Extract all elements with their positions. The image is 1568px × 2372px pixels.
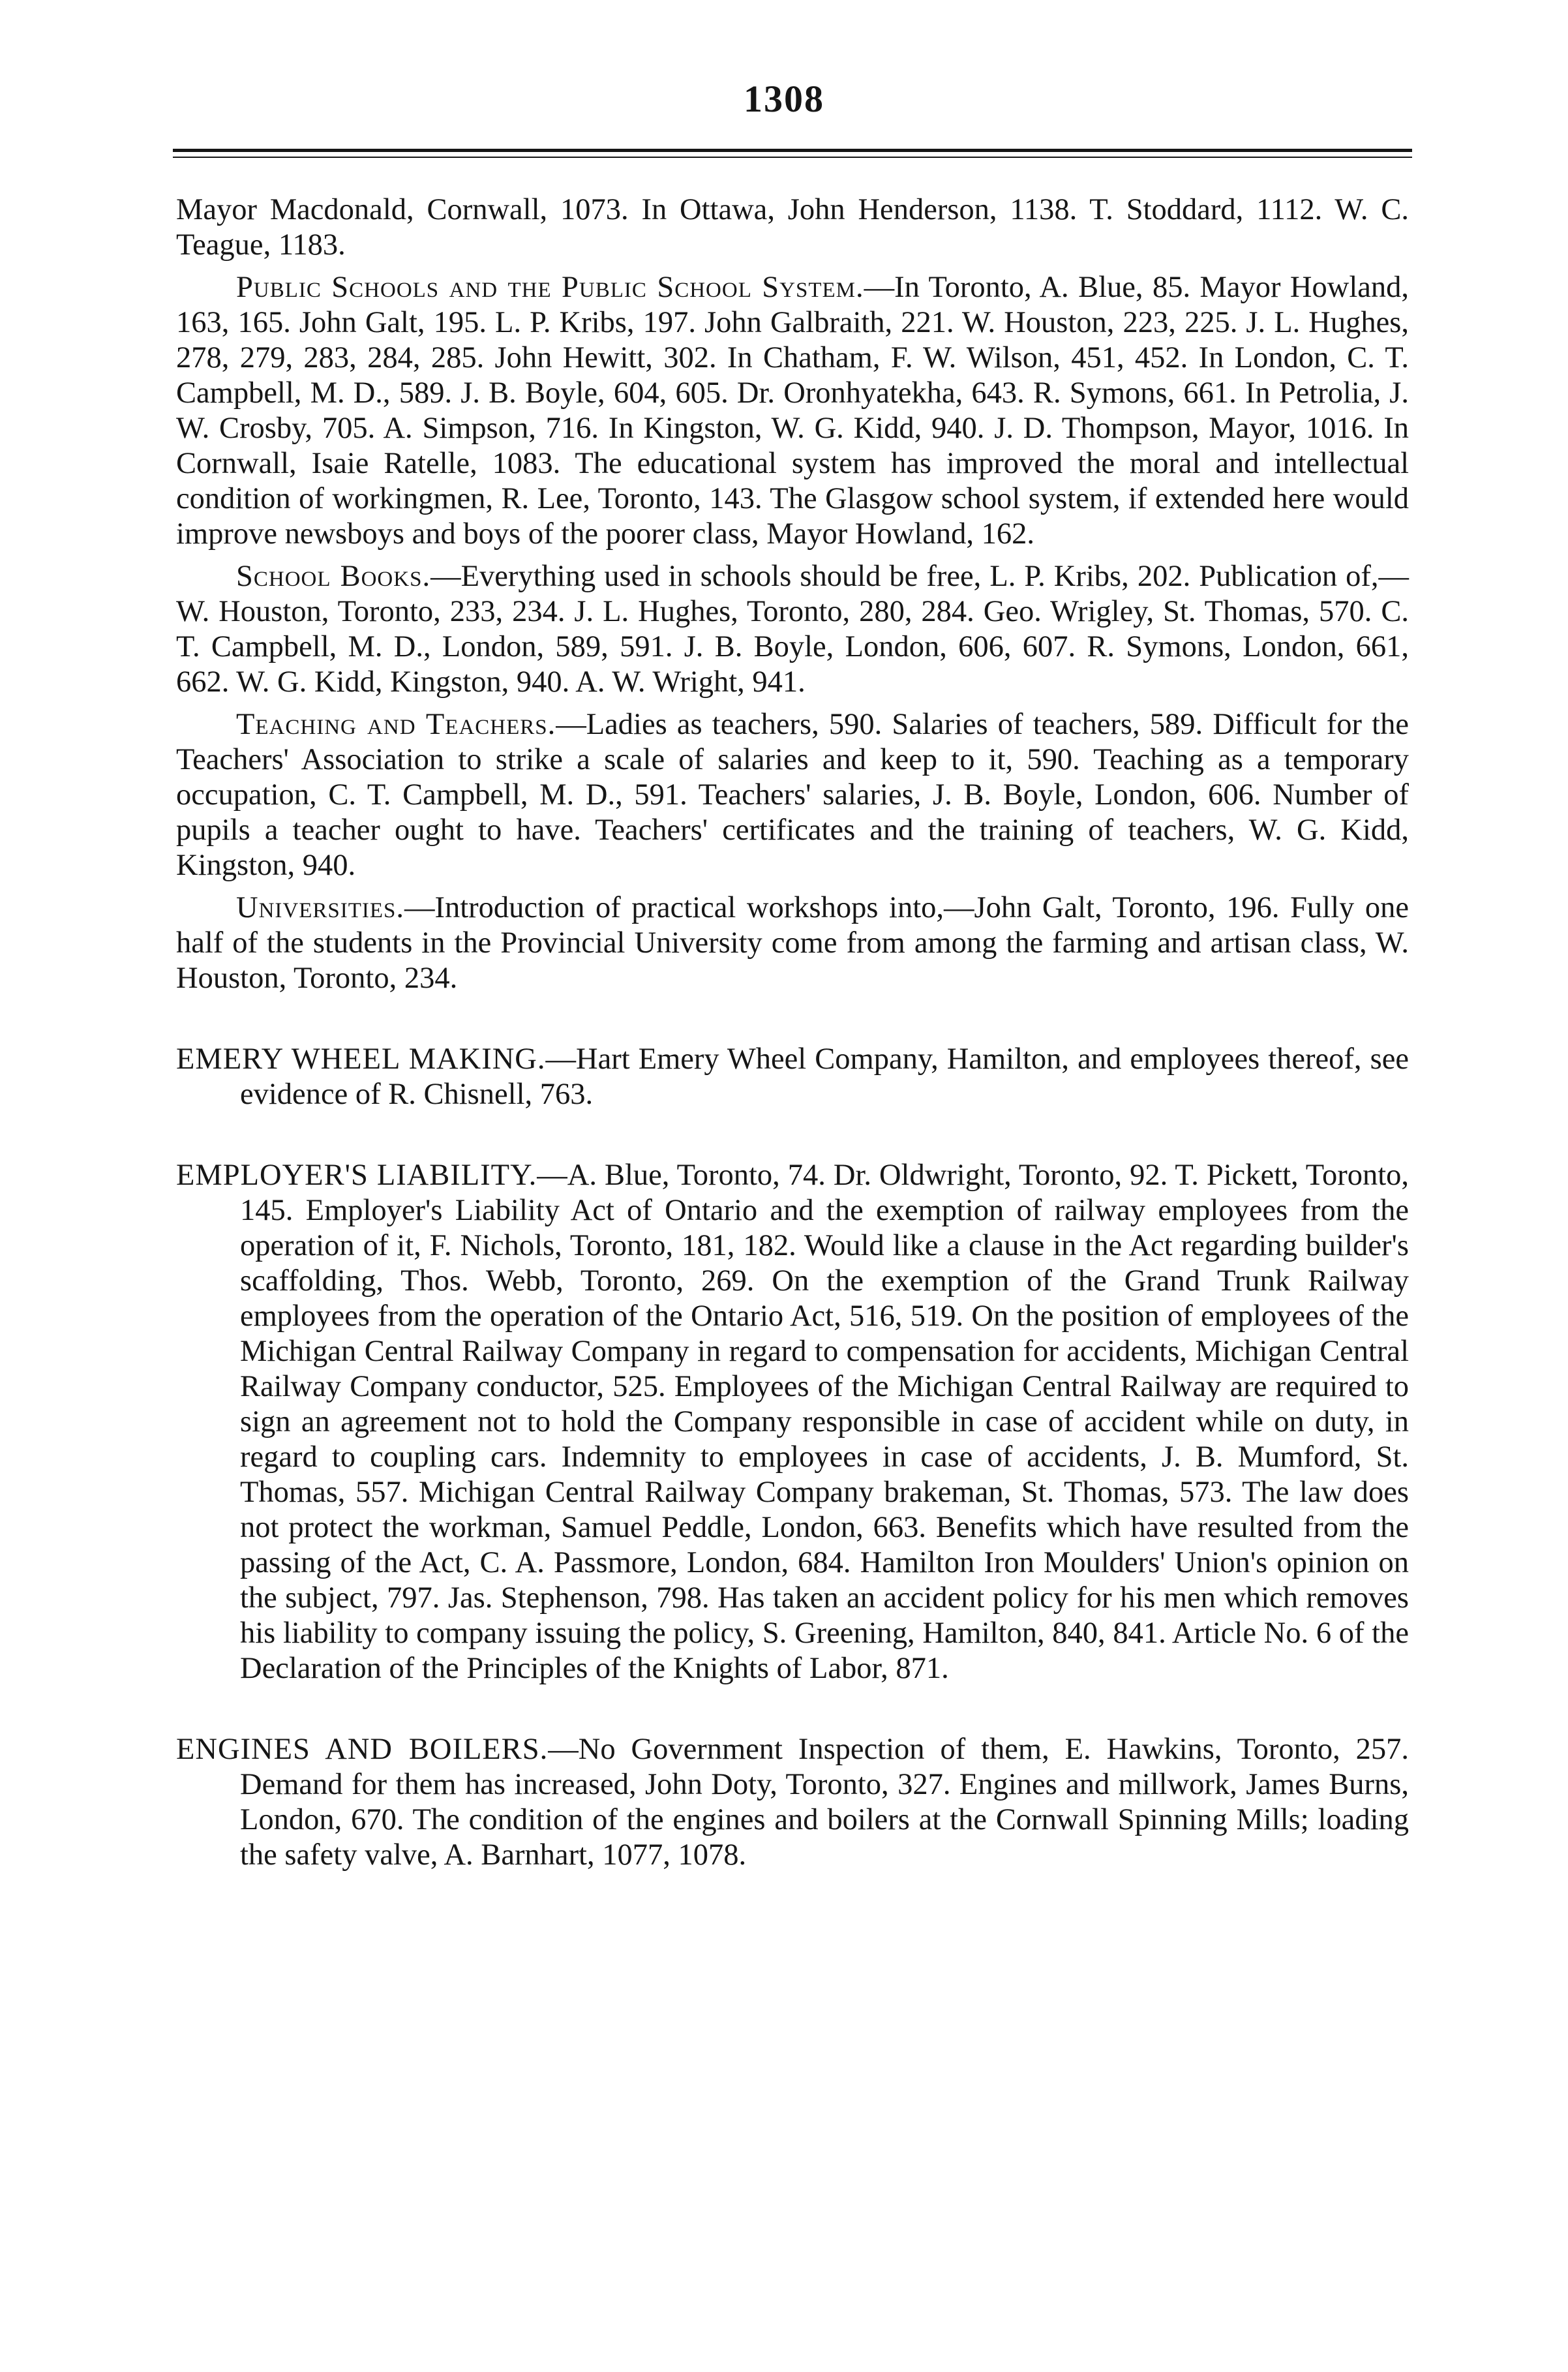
subentry-lead: School Books. <box>236 560 431 593</box>
index-subentry-school-books <box>176 559 1409 700</box>
heading-text: —A. Blue, Toronto, 74. Dr. Oldwright, Toronto, 92. T. Pickett, Toronto, 145. Employer's Liability Act of Ontario and the exemption of railway employees from the operation of it, F. Nichols, Toronto, 181, 182. Would like a clause in the Act regarding builder's scaffolding, Thos. Webb, Toronto, 269. On the exemption of the Grand Trunk Railway employees from the operation of the Ontario Act, 516, 519. On the position of employees of the Michigan Central Railway Company in regard to compensation for accidents, Michigan Central Railway Company conductor, 525. Employees of the Michigan Central Railway are required to sign an agreement not to hold the Company responsible in case of accident while on duty, in regard to coupling cars. Indemnity to employees in case of accidents, J. B. Mumford, St. Thomas, 557. Michigan Central Railway Company brakeman, St. Thomas, 573. The law does not protect the workman, Samuel Peddle, London, 663. Benefits which have resulted from the passing of the Act, C. A. Passmore, London, 684. Hamilton Iron Moulders' Union's opinion on the subject, 797. Jas. Stephenson, 798. Has taken an accident policy for his men which removes his liability to company issuing the policy, S. Greening, Hamilton, 840, 841. Article No. 6 of the Declaration of the Principles of the Knights of Labor, 871. <box>240 1159 1409 1685</box>
index-body <box>176 192 1409 1873</box>
heading-title: ENGINES AND BOILERS. <box>176 1733 549 1766</box>
subentry-lead: Universities. <box>236 891 405 924</box>
index-entry-continuation <box>176 192 1409 263</box>
index-subentry-universities <box>176 890 1409 996</box>
index-subentry-teaching <box>176 707 1409 883</box>
entry-text: Mayor Macdonald, Cornwall, 1073. In Ottawa, John Henderson, 1138. T. Stoddard, 1112. W. C. Teague, 1183. <box>176 193 1409 262</box>
subentry-lead: Public Schools and the Public School System. <box>236 271 864 304</box>
heading-title: EMPLOYER'S LIABILITY. <box>176 1159 537 1192</box>
subentry-text: —In Toronto, A. Blue, 85. Mayor Howland, 163, 165. John Galt, 195. L. P. Kribs, 197. John Galbraith, 221. W. Houston, 223, 225. J. L. Hughes, 278, 279, 283, 284, 285. John Hewitt, 302. In Chatham, F. W. Wilson, 451, 452. In London, C. T. Campbell, M. D., 589. J. B. Boyle, 604, 605. Dr. Oronhyatekha, 643. R. Symons, 661. In Petrolia, J. W. Crosby, 705. A. Simpson, 716. In Kingston, W. G. Kidd, 940. J. D. Thompson, Mayor, 1016. In Cornwall, Isaie Ratelle, 1083. The educational system has improved the moral and intellectual condition of workingmen, R. Lee, Toronto, 143. The Glasgow school system, if extended here would improve newsboys and boys of the poorer class, Mayor Howland, 162. <box>176 271 1410 551</box>
heading-text: —No Government Inspection of them, E. Hawkins, Toronto, 257. Demand for them has increased, John Doty, Toronto, 327. Engines and millwork, James Burns, London, 670. The condition of the engines and boilers at the Cornwall Spinning Mills; loading the safety valve, A. Barnhart, 1077, 1078. <box>240 1733 1409 1872</box>
page-number: 1308 <box>744 78 824 120</box>
header-rule <box>173 149 1412 152</box>
subentry-text: —Introduction of practical workshops into,—John Galt, Toronto, 196. Fully one half of the students in the Provincial University come from among the farming and artisan class, W. Houston, Toronto, 234. <box>176 891 1409 995</box>
index-heading-engines-boilers <box>176 1732 1409 1873</box>
index-heading-emery-wheel <box>176 1042 1409 1112</box>
heading-title: EMERY WHEEL MAKING. <box>176 1042 546 1076</box>
subentry-text: —Ladies as teachers, 590. Salaries of teachers, 589. Difficult for the Teachers' Association to strike a scale of salaries and keep to it, 590. Teaching as a temporary occupation, C. T. Campbell, M. D., 591. Teachers' salaries, J. B. Boyle, London, 606. Number of pupils a teacher ought to have. Teachers' certificates and the training of teachers, W. G. Kidd, Kingston, 940. <box>176 708 1409 882</box>
subentry-text: —Everything used in schools should be free, L. P. Kribs, 202. Publication of,—W. Houston, Toronto, 233, 234. J. L. Hughes, Toronto, 280, 284. Geo. Wrigley, St. Thomas, 570. C. T. Campbell, M. D., London, 589, 591. J. B. Boyle, London, 606, 607. R. Symons, London, 661, 662. W. G. Kidd, Kingston, 940. A. W. Wright, 941. <box>176 560 1409 699</box>
subentry-lead: Teaching and Teachers. <box>236 708 556 741</box>
heading-text: —Hart Emery Wheel Company, Hamilton, and employees thereof, see evidence of R. Chisnell, 763. <box>240 1042 1409 1111</box>
header-rule-thin <box>173 157 1412 158</box>
index-subentry-public-schools <box>176 270 1409 552</box>
index-heading-employers-liability <box>176 1158 1409 1686</box>
